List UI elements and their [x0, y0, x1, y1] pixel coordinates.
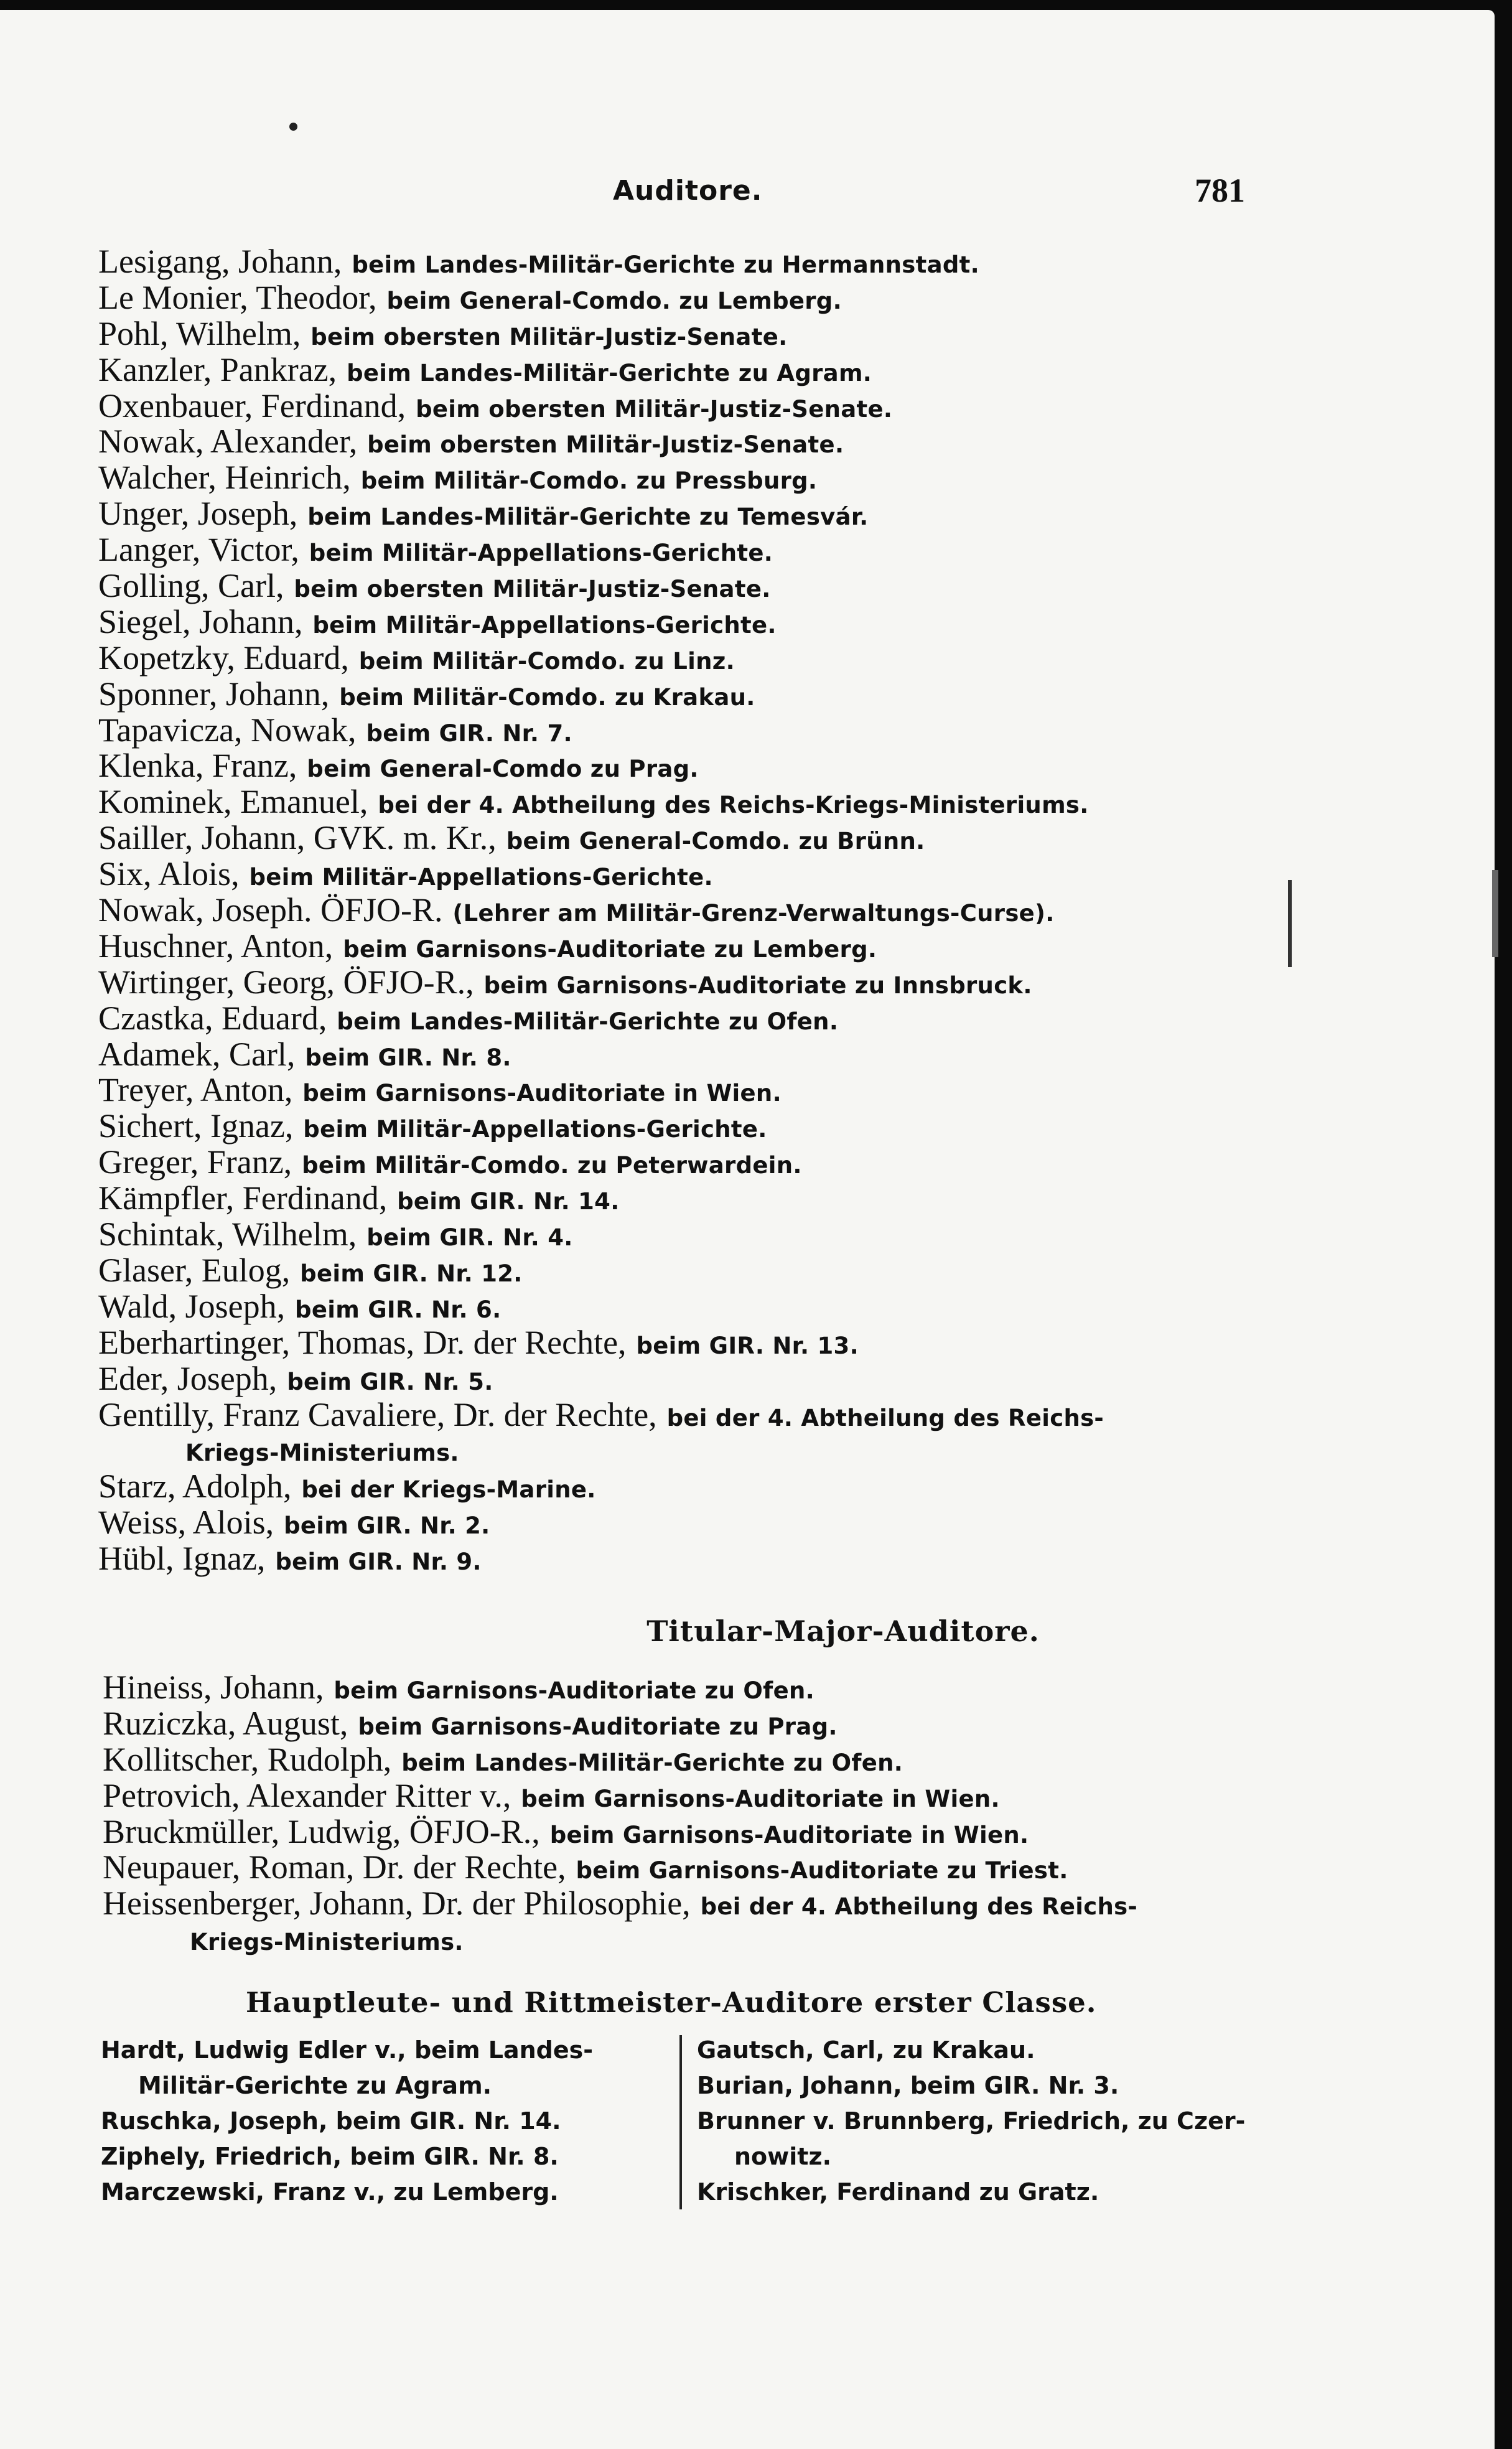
entry-line	[98, 316, 1281, 352]
section-title-hauptleute: Hauptleute- und Rittmeister-Auditore erster Classe.	[246, 1986, 1097, 2019]
entry-assignment: (Lehrer am Militär-Grenz-Verwaltungs-Curse).	[452, 900, 1055, 927]
entry-assignment: beim GIR. Nr. 8.	[305, 1044, 511, 1071]
entry-assignment: Kriegs-Ministeriums.	[190, 1929, 464, 1956]
entry-name: Ruziczka, August,	[103, 1704, 348, 1742]
entry-name: Kämpfler, Ferdinand,	[98, 1179, 388, 1217]
margin-mark	[1288, 880, 1292, 967]
entry-name: Nowak, Alexander,	[98, 423, 358, 461]
entry-assignment: beim Militär-Appellations-Gerichte.	[309, 540, 773, 567]
entry-assignment: beim GIR. Nr. 7.	[366, 719, 572, 747]
column-divider	[679, 2035, 682, 2209]
entry-name: Eder, Joseph,	[98, 1359, 278, 1397]
entry-assignment: beim Landes-Militär-Gerichte zu Temesvár.	[307, 503, 869, 531]
entry-name: Kanzler, Pankraz,	[98, 350, 337, 388]
entry-name: Bruckmüller, Ludwig, ÖFJO-R.,	[103, 1812, 540, 1850]
entry-assignment: beim Garnisons-Auditoriate zu Ofen.	[334, 1677, 814, 1704]
entry-assignment: beim Garnisons-Auditoriate zu Prag.	[358, 1713, 838, 1740]
running-title: Auditore.	[613, 175, 763, 207]
entry-line	[103, 1670, 1285, 1706]
entry-line	[98, 496, 1281, 532]
entry-assignment: beim General-Comdo. zu Lemberg.	[386, 287, 842, 314]
entry-line	[98, 1037, 1281, 1073]
entry-assignment: beim obersten Militär-Justiz-Senate.	[294, 576, 771, 603]
entry-name: Hineiss, Johann,	[103, 1669, 324, 1706]
entry-continuation	[98, 1433, 1281, 1469]
page-paper	[0, 10, 1495, 2449]
hauptleute-right-column	[697, 2033, 1257, 2210]
titular-list	[103, 1670, 1285, 1958]
entry-assignment: beim Garnisons-Auditoriate in Wien.	[521, 1785, 1000, 1812]
entry-line	[98, 1505, 1281, 1541]
entry-line	[98, 532, 1281, 568]
auditore-list	[98, 244, 1281, 1577]
entry-line	[98, 820, 1281, 856]
entry-assignment: beim obersten Militär-Justiz-Senate.	[367, 431, 844, 459]
entry-assignment: beim GIR. Nr. 4.	[366, 1224, 573, 1252]
entry-name: Sailler, Johann, GVK. m. Kr.,	[98, 819, 497, 857]
edge-mark	[1492, 870, 1498, 957]
entry-line	[98, 1001, 1281, 1037]
entry-name: Treyer, Anton,	[98, 1071, 293, 1109]
entry-assignment: bei der 4. Abtheilung des Reichs-Kriegs-Ministeriums.	[378, 792, 1089, 819]
entry-assignment: beim Garnisons-Auditoriate in Wien.	[302, 1080, 782, 1107]
section-heading-titular	[0, 1614, 1512, 1648]
column-entry: Gautsch, Carl, zu Krakau.	[697, 2036, 1035, 2064]
entry-line	[98, 1217, 1281, 1253]
entry-assignment: Kriegs-Ministeriums.	[185, 1440, 459, 1467]
entry-assignment: bei der 4. Abtheilung des Reichs-	[700, 1893, 1138, 1921]
entry-name: Sichert, Ignaz,	[98, 1107, 294, 1145]
entry-line	[98, 784, 1281, 820]
entry-name: Kominek, Emanuel,	[98, 783, 368, 821]
entry-name: Siegel, Johann,	[98, 602, 303, 640]
entry-assignment: beim GIR. Nr. 13.	[636, 1332, 859, 1359]
entry-line	[98, 1361, 1281, 1397]
entry-line	[98, 568, 1281, 604]
entry-assignment: beim GIR. Nr. 6.	[295, 1296, 502, 1323]
entry-name: Wirtinger, Georg, ÖFJO-R.,	[98, 963, 474, 1001]
column-entry: Ruschka, Joseph, beim GIR. Nr. 14.	[101, 2107, 561, 2135]
entry-assignment: beim obersten Militär-Justiz-Senate.	[416, 395, 893, 423]
entry-line	[103, 1850, 1285, 1886]
entry-line	[98, 929, 1281, 965]
entry-assignment: bei der 4. Abtheilung des Reichs-	[666, 1404, 1104, 1431]
entry-line	[98, 1253, 1281, 1289]
entry-assignment: beim General-Comdo zu Prag.	[307, 756, 699, 783]
entry-assignment: beim Garnisons-Auditoriate in Wien.	[549, 1821, 1029, 1848]
ink-dot	[289, 123, 297, 131]
entry-name: Weiss, Alois,	[98, 1504, 274, 1542]
entry-assignment: beim Garnisons-Auditoriate zu Innsbruck.	[483, 972, 1032, 999]
entry-name: Neupauer, Roman, Dr. der Rechte,	[103, 1848, 566, 1886]
entry-name: Walcher, Heinrich,	[98, 459, 351, 497]
entry-assignment: beim Landes-Militär-Gerichte zu Ofen.	[401, 1749, 903, 1776]
entry-line	[98, 460, 1281, 496]
column-entry-continuation: Militär-Gerichte zu Agram.	[138, 2072, 492, 2099]
entry-name: Tapavicza, Nowak,	[98, 711, 357, 749]
entry-name: Sponner, Johann,	[98, 675, 330, 713]
entry-name: Adamek, Carl,	[98, 1035, 296, 1073]
entry-line	[103, 1706, 1285, 1742]
entry-assignment: beim Landes-Militär-Gerichte zu Ofen.	[337, 1008, 839, 1035]
hauptleute-left-column	[101, 2033, 661, 2210]
entry-name: Schintak, Wilhelm,	[98, 1215, 357, 1253]
entry-line	[98, 856, 1281, 892]
entry-line	[98, 1108, 1281, 1145]
entry-continuation	[103, 1922, 1285, 1958]
running-header	[0, 172, 1269, 212]
entry-line	[103, 1886, 1285, 1922]
entry-name: Petrovich, Alexander Ritter v.,	[103, 1776, 511, 1814]
entry-assignment: beim GIR. Nr. 2.	[284, 1512, 490, 1540]
entry-line	[98, 388, 1281, 424]
entry-name: Le Monier, Theodor,	[98, 278, 377, 316]
entry-assignment: beim Militär-Appellations-Gerichte.	[303, 1116, 767, 1143]
entry-name: Klenka, Franz,	[98, 747, 297, 785]
entry-line	[98, 1325, 1281, 1361]
entry-assignment: beim Landes-Militär-Gerichte zu Agram.	[347, 359, 872, 386]
entry-name: Lesigang, Johann,	[98, 243, 342, 280]
column-entry-continuation: nowitz.	[734, 2143, 832, 2170]
entry-assignment: beim General-Comdo. zu Brünn.	[506, 828, 925, 855]
entry-name: Eberhartinger, Thomas, Dr. der Rechte,	[98, 1323, 627, 1361]
column-entry: Brunner v. Brunnberg, Friedrich, zu Czer-	[697, 2107, 1246, 2135]
entry-name: Nowak, Joseph. ÖFJO-R.	[98, 891, 443, 929]
entry-line	[98, 1541, 1281, 1577]
entry-line	[103, 1742, 1285, 1778]
entry-name: Glaser, Eulog,	[98, 1251, 291, 1289]
entry-name: Wald, Joseph,	[98, 1287, 286, 1325]
entry-line	[98, 748, 1281, 784]
entry-line	[98, 1181, 1281, 1217]
column-entry: Ziphely, Friedrich, beim GIR. Nr. 8.	[101, 2143, 559, 2170]
entry-assignment: beim Militär-Appellations-Gerichte.	[249, 864, 713, 891]
entry-line	[98, 352, 1281, 388]
entry-name: Heissenberger, Johann, Dr. der Philosophie,	[103, 1885, 691, 1922]
entry-line	[98, 604, 1281, 640]
entry-line	[103, 1814, 1285, 1850]
entry-name: Kopetzky, Eduard,	[98, 639, 349, 677]
entry-assignment: beim Garnisons-Auditoriate zu Lemberg.	[343, 935, 877, 963]
entry-line	[98, 280, 1281, 316]
entry-line	[98, 713, 1281, 749]
column-entry: Krischker, Ferdinand zu Gratz.	[697, 2178, 1099, 2206]
entry-assignment: beim Garnisons-Auditoriate zu Triest.	[576, 1857, 1068, 1885]
section-title-titular: Titular-Major-Auditore.	[646, 1614, 1040, 1648]
column-entry: Hardt, Ludwig Edler v., beim Landes-	[101, 2036, 594, 2064]
entry-line	[98, 640, 1281, 677]
entry-name: Six, Alois,	[98, 855, 240, 893]
entry-name: Pohl, Wilhelm,	[98, 314, 301, 352]
page-number: 781	[1195, 172, 1245, 209]
entry-name: Huschner, Anton,	[98, 927, 334, 965]
entry-name: Langer, Victor,	[98, 531, 299, 569]
entry-assignment: beim obersten Militär-Justiz-Senate.	[310, 323, 788, 350]
entry-name: Kollitscher, Rudolph,	[103, 1740, 392, 1778]
entry-name: Hübl, Ignaz,	[98, 1540, 266, 1578]
entry-assignment: beim Landes-Militär-Gerichte zu Hermannstadt.	[352, 251, 979, 278]
column-entry: Marczewski, Franz v., zu Lemberg.	[101, 2178, 559, 2206]
entry-name: Gentilly, Franz Cavaliere, Dr. der Rechte,	[98, 1395, 657, 1433]
entry-line	[98, 965, 1281, 1001]
entry-line	[98, 424, 1281, 460]
entry-line	[98, 892, 1281, 929]
entry-assignment: bei der Kriegs-Marine.	[301, 1476, 596, 1504]
entry-name: Czastka, Eduard,	[98, 999, 327, 1037]
entry-assignment: beim Militär-Comdo. zu Krakau.	[339, 683, 755, 711]
entry-name: Greger, Franz,	[98, 1143, 292, 1181]
entry-name: Golling, Carl,	[98, 567, 284, 605]
entry-line	[98, 1072, 1281, 1108]
entry-line	[98, 1469, 1281, 1505]
entry-assignment: beim GIR. Nr. 12.	[300, 1260, 523, 1287]
entry-assignment: beim GIR. Nr. 14.	[397, 1188, 620, 1215]
entry-line	[98, 677, 1281, 713]
entry-line	[98, 1289, 1281, 1325]
column-entry: Burian, Johann, beim GIR. Nr. 3.	[697, 2072, 1119, 2099]
entry-line	[98, 1397, 1281, 1433]
entry-name: Starz, Adolph,	[98, 1468, 292, 1505]
entry-assignment: beim GIR. Nr. 5.	[287, 1368, 493, 1395]
entry-line	[98, 244, 1281, 280]
entry-assignment: beim Militär-Appellations-Gerichte.	[312, 611, 777, 639]
entry-assignment: beim Militär-Comdo. zu Peterwardein.	[302, 1152, 802, 1179]
entry-assignment: beim Militär-Comdo. zu Linz.	[358, 647, 735, 675]
entry-name: Oxenbauer, Ferdinand,	[98, 386, 406, 424]
entry-line	[98, 1145, 1281, 1181]
entry-line	[103, 1778, 1285, 1814]
entry-assignment: beim GIR. Nr. 9.	[275, 1548, 482, 1576]
entry-assignment: beim Militär-Comdo. zu Pressburg.	[360, 467, 818, 495]
entry-name: Unger, Joseph,	[98, 495, 298, 533]
